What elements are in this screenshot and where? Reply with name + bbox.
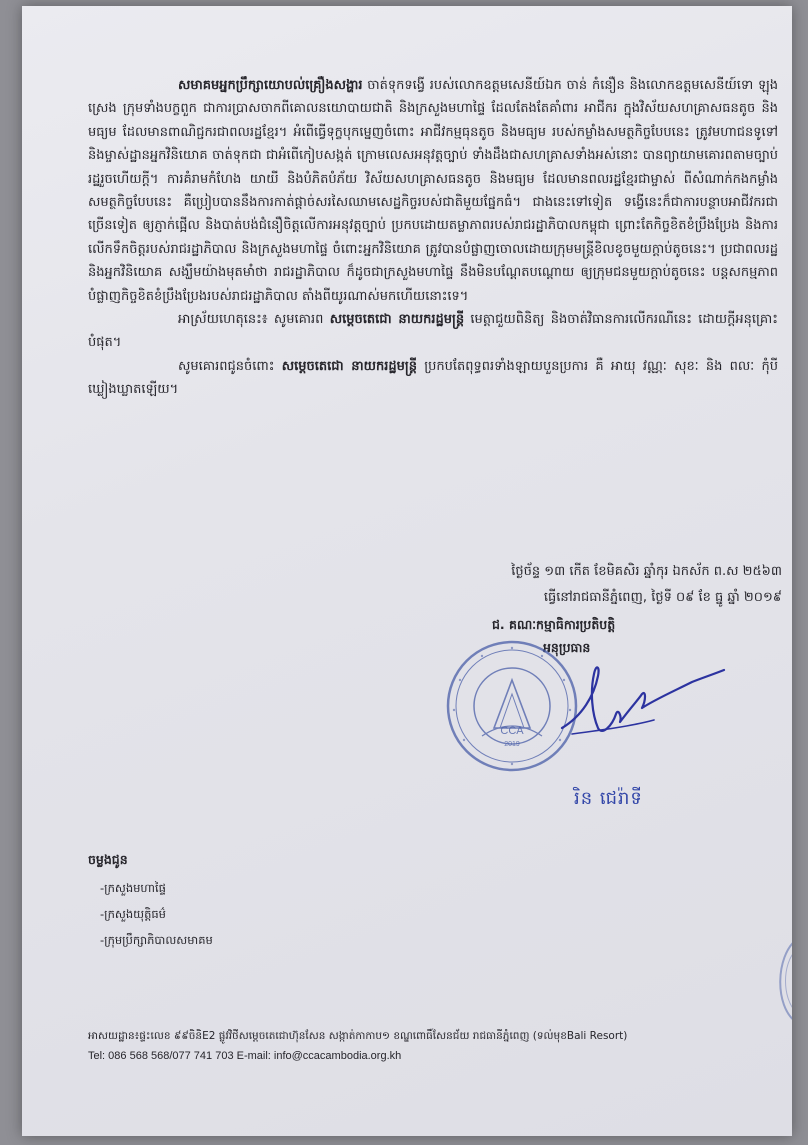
body-paragraph-3 bbox=[88, 355, 778, 402]
date-block bbox=[392, 559, 782, 611]
letter-body bbox=[88, 74, 778, 402]
signatory-organization: ជ. គណៈកម្មាធិការប្រតិបត្តិ bbox=[492, 617, 616, 632]
paragraph-1-text: ចាត់ទុកទង្វើ របស់លោកឧត្តមសេនីយ៍ឯក ចាន់ កំនឿន និងលោកឧត្តមសេនីយ៍ទោ ឡុង ស្រេង ក្រុមទាំងបក្ខពួក ជាការប្រាសចាកពីគោលនយោបាយជាតិ និងក្រសួងមហាផ្ទៃ ដែលតែងតែគាំពារ អាជីករ ក្នុងវិស័យសហគ្រាសធនតូច និងមធ្យម ដែលមានពាណិជ្ជករជាពលរដ្ឋខ្មែរ។ អំពើធ្វើទុក្ខបុកម្នេញចំពោះ អាជីវកម្មធុនតូច និងមធ្យម របស់កម្លាំងសមត្ថកិច្ចបែបនេះ ត្រូវមហាជនទូទៅ និងម្ចាស់ដ្ឋានអ្នកវិនិយោគ ចាត់ទុកជា ជាអំពើកៀបសង្កត់ ក្រោមលេសអនុវត្តច្បាប់ ទាំងដឹងជាសហគ្រាសទាំងអស់នោះ បានព្យាយាមគោរពតាមច្បាប់រដ្ឋរួចហើយក្តី។ ការគំរាមកំហែង យាយី និងបំភិតបំភ័យ វិស័យសហគ្រាសធនតូច និងមធ្យម ដែលមានពលរដ្ឋខ្មែរជាម្ចាស់ ពីសំណាក់កងកម្លាំងសមត្ថកិច្ចបែបនេះ គឺប្រៀបបាននឹងការកាត់ផ្តាច់សរសៃឈាមសេដ្ឋកិច្ចរបស់ជាតិមួយផ្នែកធំ។ ជាងនេះទៅទៀត ទង្វើនេះក៏ជាការបន្ថាបអាជីវករជាច្រើនទៀត ឲ្យភ្ញាក់ផ្អើល និងបាត់បង់ជំនឿចិត្តលើការអនុវត្តច្បាប់ ប្រកបដោយតម្លាភាពរបស់រាជរដ្ឋាភិបាលកម្ពុជា ព្រោះតែកិច្ចខិតខំប្រឹងប្រែង និងការលើកទឹកចិត្តរបស់រាជរដ្ឋាភិបាល និងក្រសួងមហាផ្ទៃ ចំពោះអ្នកវិនិយោគ ត្រូវបានបំផ្លាញចោលដោយក្រុមមន្ត្រីខិលខូចមួយក្តាប់តូចនេះ។ ប្រជាពលរដ្ឋ និងអ្នកវិនិយោគ សង្ឃឹមយ៉ាងមុតមាំថា រាជរដ្ឋាភិបាល ក៏ដូចជាក្រសួងមហាផ្ទៃ នឹងមិនបណ្តែតបណ្តោយ ឲ្យក្រុមជនមួយក្តាប់តូចនេះ បន្តសកម្មភាព បំផ្លាញកិច្ចខិតខំប្រឹងប្រែងរបស់រាជរដ្ឋាភិបាល តាំងពីយូរណាស់មកហើយនោះទេ។ bbox=[88, 78, 778, 304]
prime-minister-title-2: សម្តេចតេជោ នាយករដ្ឋមន្ត្រី bbox=[281, 358, 418, 374]
body-paragraph-1 bbox=[88, 74, 778, 308]
paragraph-3-text: ប្រកបតែពុទ្ធពរទាំងឡាយបួនប្រការ គឺ អាយុ វណ្ណៈ សុខៈ និង ពលៈ កុំបីឃ្លៀងឃ្លាតឡើយ។ bbox=[88, 358, 778, 398]
copies-item: -ក្រសួងយុត្តិធម៌ bbox=[100, 907, 166, 921]
paragraph-3-intro: សូមគោរពជូនចំពោះ bbox=[178, 358, 282, 374]
copies-item: -ក្រសួងមហាផ្ទៃ bbox=[100, 881, 166, 895]
stamp-year-text: 2019 bbox=[504, 741, 520, 748]
footer-contact: Tel: 086 568 568/077 741 703 E-mail: info@ccacambodia.org.kh bbox=[88, 1050, 402, 1062]
paragraph-2-text: មេត្តាជួយពិនិត្យ និងចាត់វិធានការលើករណីនេះ ដោយក្តីអនុគ្រោះបំផុត។ bbox=[88, 312, 779, 351]
signatory-name: រិន ជេរ៉ាទី bbox=[574, 788, 643, 809]
signatory-role: អនុប្រធាន bbox=[543, 640, 591, 655]
copies-list bbox=[88, 852, 213, 959]
letter-page bbox=[22, 6, 792, 1136]
solar-date: ធ្វើនៅរាជធានីភ្នំពេញ, ថ្ងៃទី ០៩ ខែ ធ្នូ ឆ្នាំ ២០១៩ bbox=[543, 590, 782, 605]
letter-footer bbox=[88, 1026, 768, 1066]
organization-name: សមាគមអ្នកប្រឹក្សាយោបល់គ្រឿងសង្ហារ bbox=[178, 78, 363, 93]
copies-title: ចម្លងជូន bbox=[88, 852, 128, 867]
stamp-emblem-text: CCA bbox=[500, 725, 524, 737]
prime-minister-title: សម្តេចតេជោ នាយករដ្ឋមន្ត្រី bbox=[329, 312, 465, 328]
handwritten-signature bbox=[542, 656, 732, 746]
footer-address: អាសយដ្ឋាន៖ផ្ទះលេខ ៩៩ចិនិE2 ផ្លូវវិថីសម្តេចតេជោហ៊ុនសែន សង្កាត់កាកាប១ ខណ្ឌពោធិ៍សែនជ័យ រាជធានីភ្នំពេញ (ទល់មុខBali Resort) bbox=[88, 1030, 628, 1042]
body-paragraph-2 bbox=[88, 308, 778, 355]
paragraph-2-intro: អាស្រ័យហេតុនេះ៖ សូមគោរព bbox=[178, 312, 330, 328]
copies-item: -ក្រុមប្រឹក្សាភិបាលសមាគម bbox=[100, 933, 213, 947]
lunar-date: ថ្ងៃច័ន្ទ ១៣ កើត ខែមិគសិរ ឆ្នាំកុរ ឯកស័ក ព.ស ២៥៦៣ bbox=[511, 564, 782, 579]
partial-stamp-edge bbox=[772, 936, 792, 1026]
